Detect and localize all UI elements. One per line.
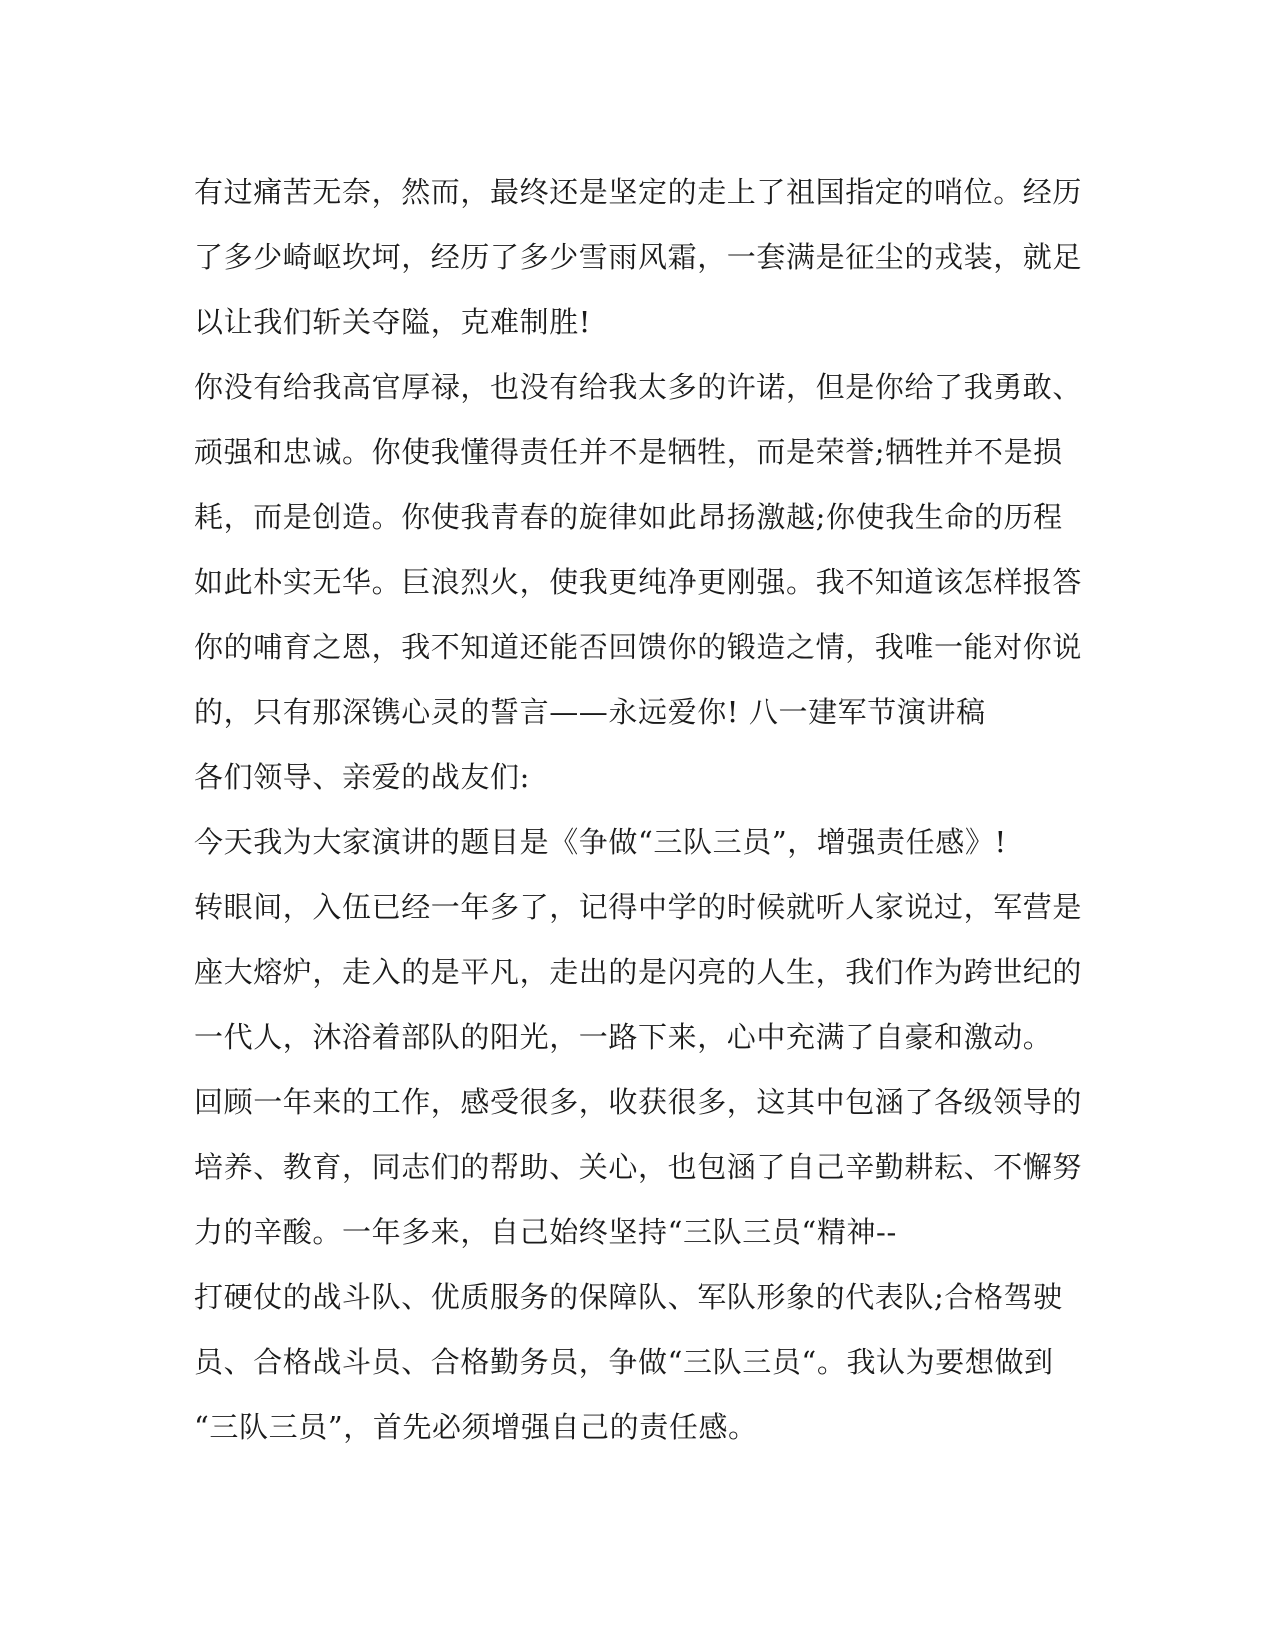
text-line: 如此朴实无华。巨浪烈火，使我更纯净更刚强。我不知道该怎样报答: [194, 565, 1083, 599]
text-line: 今天我为大家演讲的题目是《争做“三队三员”，增强责任感》!: [194, 825, 1007, 859]
text-line: 员、合格战斗员、合格勤务员，争做“三队三员“。我认为要想做到: [194, 1345, 1054, 1379]
text-line: 回顾一年来的工作，感受很多，收获很多，这其中包涵了各级领导的: [194, 1085, 1083, 1119]
text-line: 的，只有那深镌心灵的誓言——永远爱你! 八一建军节演讲稿: [194, 695, 986, 729]
text-line: 座大熔炉，走入的是平凡，走出的是闪亮的人生，我们作为跨世纪的: [194, 955, 1083, 989]
text-line: “三队三员”，首先必须增强自己的责任感。: [194, 1410, 758, 1444]
text-line: 了多少崎岖坎坷，经历了多少雪雨风霜，一套满是征尘的戎装，就足: [194, 240, 1083, 274]
text-line: 打硬仗的战斗队、优质服务的保障队、军队形象的代表队;合格驾驶: [194, 1280, 1063, 1314]
text-line: 各们领导、亲爱的战友们:: [194, 760, 530, 794]
text-line: 一代人，沐浴着部队的阳光，一路下来，心中充满了自豪和激动。: [194, 1020, 1053, 1054]
text-line: 培养、教育，同志们的帮助、关心，也包涵了自己辛勤耕耘、不懈努: [194, 1150, 1083, 1184]
text-line: 以让我们斩关夺隘，克难制胜!: [194, 305, 592, 339]
text-line: 转眼间，入伍已经一年多了，记得中学的时候就听人家说过，军营是: [194, 890, 1083, 924]
text-line: 你没有给我高官厚禄，也没有给我太多的许诺，但是你给了我勇敢、: [194, 370, 1083, 404]
text-line: 顽强和忠诚。你使我懂得责任并不是牺牲，而是荣誉;牺牲并不是损: [194, 435, 1063, 469]
text-line: 力的辛酸。一年多来，自己始终坚持“三队三员“精神--: [194, 1215, 897, 1249]
text-line: 耗，而是创造。你使我青春的旋律如此昂扬激越;你使我生命的历程: [194, 500, 1063, 534]
text-line: 有过痛苦无奈，然而，最终还是坚定的走上了祖国指定的哨位。经历: [194, 175, 1083, 209]
body-text: [194, 160, 1083, 1460]
text-line: 你的哺育之恩，我不知道还能否回馈你的锻造之情，我唯一能对你说: [194, 630, 1083, 664]
